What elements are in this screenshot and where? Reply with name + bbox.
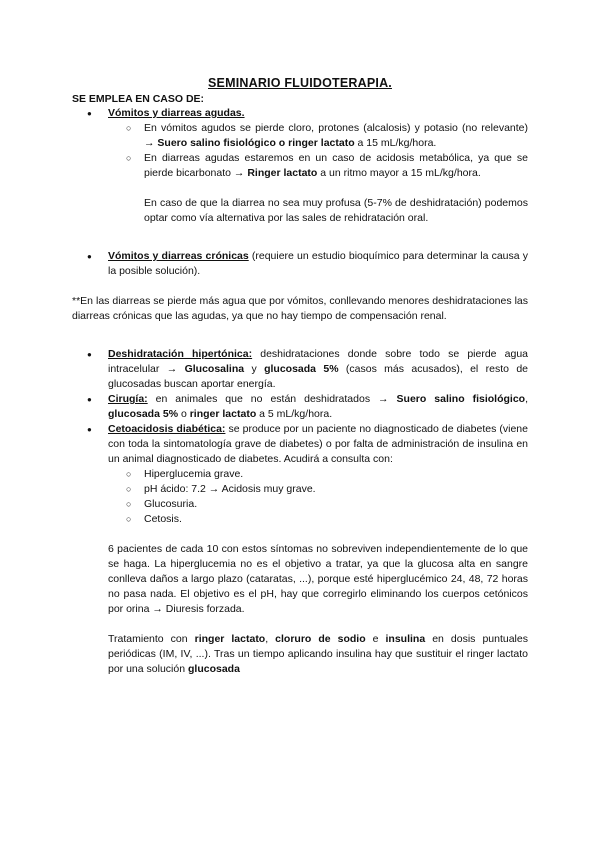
text: En vómitos agudos se pierde cloro, protones (alcalosis) y potasio (no relevante) → bbox=[144, 122, 528, 149]
bold-text: Ringer lactato bbox=[247, 167, 318, 179]
text: en dosis puntuales periódicas (IM, IV, ...). Tras un tiempo aplicando insulina hay que sustituir el ringer lactato por una solución bbox=[108, 633, 528, 675]
cirugia-label: Cirugía: bbox=[108, 393, 148, 405]
bold-text: Glucosalina bbox=[184, 363, 245, 375]
page-title: SEMINARIO FLUIDOTERAPIA. bbox=[208, 76, 392, 90]
bullet-cirugia bbox=[72, 392, 528, 422]
cetoacidosis-label: Cetoacidosis diabética: bbox=[108, 423, 226, 435]
symptom-item: ○ Cetosis. bbox=[72, 512, 528, 527]
bold-text: Suero salino fisiológico bbox=[396, 393, 526, 405]
paragraph-diarreas: **En las diarreas se pierde más agua que por vómitos, conllevando menores deshidrataciones las diarreas crónicas que las agudas, ya que no hay tiempo de compensación renal. bbox=[72, 295, 528, 322]
bold-text: insulina bbox=[385, 633, 426, 645]
cronicas-list bbox=[72, 249, 528, 279]
spacer bbox=[72, 226, 528, 241]
symptom-item: ○ Glucosuria. bbox=[72, 497, 528, 512]
section-heading: SE EMPLEA EN CASO DE: bbox=[72, 93, 205, 105]
text: (requiere un estudio bioquímico para determinar la causa y la posible solución). bbox=[108, 250, 528, 277]
spacer bbox=[72, 617, 528, 632]
spacer bbox=[72, 279, 528, 294]
agudas-note: En caso de que la diarrea no sea muy profusa (5-7% de deshidratación) podemos optar como vía alternativa por las sales de rehidratación oral. bbox=[144, 197, 528, 224]
sub-bullet-diarreas bbox=[72, 151, 528, 181]
bold-text: glucosada bbox=[187, 663, 240, 675]
text: (casos más acusados), el resto de glucosadas buscan aportar energía. bbox=[108, 363, 528, 390]
text: o bbox=[178, 408, 190, 420]
bold-text: cloruro de sodio bbox=[275, 633, 366, 645]
cronicas-label: Vómitos y diarreas crónicas bbox=[108, 250, 249, 262]
cetoacidosis-symptoms bbox=[72, 467, 528, 527]
symptom-item: ○ Hiperglucemia grave. bbox=[72, 467, 528, 482]
cetoacidosis-paragraph-1: 6 pacientes de cada 10 con estos síntomas no sobreviven independientemente de lo que se haga. La hiperglucemia no es el objetivo a tratar, ya que la glucosa alta en sangre conlleva daños a largo plazo (cataratas, ...), porque esté hiperglucémico 24, 48, 72 horas no pasa nada. El objetivo es el pH, hay que corregirlo eliminando los cuerpos cetónicos por orina → Diuresis forzada. bbox=[108, 543, 528, 615]
bold-text: Suero salino fisiológico o ringer lactato bbox=[157, 137, 355, 149]
hipertonica-label: Deshidratación hipertónica: bbox=[108, 348, 253, 360]
text: deshidrataciones donde sobre todo se pierde agua intracelular → bbox=[108, 348, 529, 375]
text: se produce por un paciente no diagnosticado de diabetes (viene con toda la sintomatología grave de diabetes) o por falta de administración de insulina en un animal diagnosticado de diabetes. Acudirá a consulta con: bbox=[108, 423, 528, 465]
bullet-cronicas bbox=[72, 249, 528, 279]
bullet-agudas bbox=[72, 106, 528, 121]
text: e bbox=[365, 633, 386, 645]
bold-text: glucosada 5% bbox=[264, 363, 339, 375]
spacer bbox=[72, 324, 528, 339]
bold-text: ringer lactato bbox=[194, 633, 266, 645]
text: , bbox=[265, 633, 276, 645]
bullet-cetoacidosis bbox=[72, 422, 528, 467]
text: , bbox=[525, 393, 529, 405]
bold-text: glucosada 5% bbox=[108, 408, 179, 420]
spacer bbox=[72, 527, 528, 542]
spacer bbox=[72, 181, 528, 196]
text: en animales que no están deshidratados → bbox=[147, 393, 397, 405]
spacer bbox=[72, 339, 528, 347]
agudas-list bbox=[72, 106, 528, 121]
text: En diarreas agudas estaremos en un caso de acidosis metabólica, ya que se pierde bicarbonato → bbox=[144, 152, 528, 179]
bullet-hipertonica bbox=[72, 347, 528, 392]
document-body bbox=[72, 106, 528, 677]
spacer bbox=[72, 241, 528, 249]
cetoacidosis-paragraph-2 bbox=[72, 632, 528, 677]
text: a 5 mL/kg/hora. bbox=[256, 408, 333, 420]
text: y bbox=[244, 363, 265, 375]
agudas-sublist bbox=[72, 121, 528, 181]
bold-text: ringer lactato bbox=[189, 408, 257, 420]
sub-bullet-vomitos bbox=[72, 121, 528, 151]
agudas-label: Vómitos y diarreas agudas. bbox=[108, 107, 245, 119]
symptom-item: ○ pH ácido: 7.2 → Acidosis muy grave. bbox=[72, 482, 528, 497]
text: a 15 mL/kg/hora. bbox=[354, 137, 437, 149]
text: a un ritmo mayor a 15 mL/kg/hora. bbox=[317, 167, 481, 179]
conditions-list bbox=[72, 347, 528, 467]
text: Tratamiento con bbox=[108, 633, 195, 645]
